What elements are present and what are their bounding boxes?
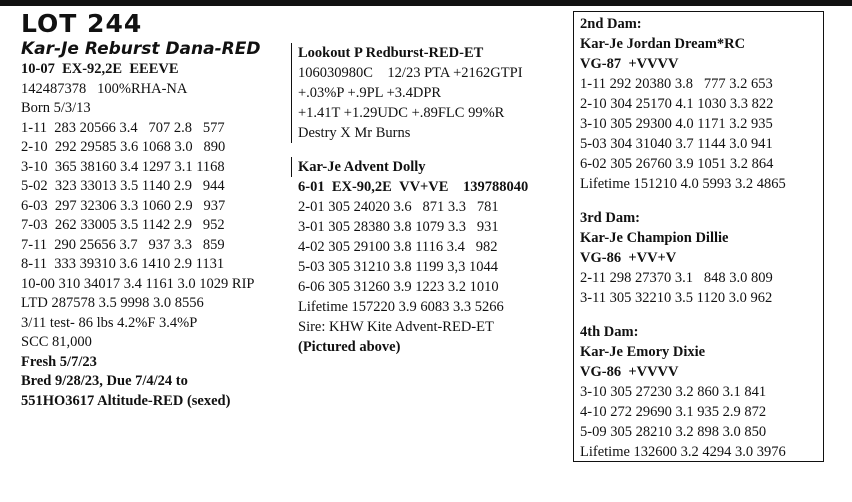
ancestor-classification: VG-86 +VV+V xyxy=(580,250,677,266)
record-row: 3-11 305 32210 3.5 1120 3.0 962 xyxy=(580,290,773,306)
sire-dam-column xyxy=(291,43,566,357)
record-row: 1-11 283 20566 3.4 707 2.8 577 xyxy=(21,119,225,136)
top-rule xyxy=(0,0,852,6)
record-row: 6-06 305 31260 3.9 1223 3.2 1010 xyxy=(298,279,499,295)
record-row: 3-10 305 29300 4.0 1171 3.2 935 xyxy=(580,116,773,132)
record-row: 6-03 297 32306 3.3 1060 2.9 937 xyxy=(21,197,226,214)
cow-registration: 142487378 100%RHA-NA xyxy=(21,80,188,97)
lifetime-row: Lifetime 132600 3.2 4294 3.0 3976 xyxy=(580,444,786,460)
dam-pictured-note: (Pictured above) xyxy=(298,339,401,355)
dam-sire: Sire: KHW Kite Advent-RED-ET xyxy=(298,319,494,335)
cow-ltd: LTD 287578 3.5 9998 3.0 8556 xyxy=(21,295,204,311)
dam-classification: 6-01 EX-90,2E VV+VE 139788040 xyxy=(298,179,529,195)
cow-records xyxy=(21,119,291,295)
fourth-dam-section xyxy=(580,322,823,462)
record-row: 3-01 305 28380 3.8 1079 3.3 931 xyxy=(298,219,499,235)
second-dam-section xyxy=(580,14,823,194)
dam-name: Kar-Je Advent Dolly xyxy=(298,159,426,175)
dam-block xyxy=(291,157,566,177)
record-row: 7-11 290 25656 3.7 937 3.3 859 xyxy=(21,236,225,253)
section-heading: 2nd Dam: xyxy=(580,16,642,32)
record-row: 2-01 305 24020 3.6 871 3.3 781 xyxy=(298,199,499,215)
ancestor-name: Kar-Je Jordan Dream*RC xyxy=(580,36,746,52)
dam-lifetime: Lifetime 157220 3.9 6083 3.3 5266 xyxy=(298,299,504,315)
third-dam-section xyxy=(580,208,823,308)
record-row: 1-11 292 20380 3.8 777 3.2 653 xyxy=(580,76,773,92)
cow-fresh: Fresh 5/7/23 xyxy=(21,353,97,370)
record-row: 6-02 305 26760 3.9 1051 3.2 864 xyxy=(580,156,774,172)
record-row: 5-03 305 31210 3.8 1199 3,3 1044 xyxy=(298,259,499,275)
section-heading: 3rd Dam: xyxy=(580,210,641,226)
cow-born: Born 5/3/13 xyxy=(21,100,91,116)
record-row: 4-02 305 29100 3.8 1116 3.4 982 xyxy=(298,239,498,255)
lifetime-row: Lifetime 151210 4.0 5993 3.2 4865 xyxy=(580,176,786,192)
sire-line: +.03%P +.9PL +3.4DPR xyxy=(298,85,442,101)
cow-name: Kar-Je Reburst Dana-RED xyxy=(21,39,261,59)
sire-line: 106030980C 12/23 PTA +2162GTPI xyxy=(298,65,523,81)
sire-name: Lookout P Redburst-RED-ET xyxy=(298,45,484,61)
ancestor-name: Kar-Je Emory Dixie xyxy=(580,344,706,360)
cow-test: 3/11 test- 86 lbs 4.2%F 3.4%P xyxy=(21,314,198,331)
dam-details xyxy=(291,177,566,357)
sire-line: Destry X Mr Burns xyxy=(298,125,411,141)
record-row: 3-10 365 38160 3.4 1297 3.1 1168 xyxy=(21,158,225,175)
sire-line: +1.41T +1.29UDC +.89FLC 99%R xyxy=(298,105,505,121)
record-row: 5-02 323 33013 3.5 1140 2.9 944 xyxy=(21,178,225,194)
cow-scc: SCC 81,000 xyxy=(21,334,92,350)
record-row: 2-10 304 25170 4.1 1030 3.3 822 xyxy=(580,96,774,112)
ancestry-box xyxy=(573,11,824,462)
record-row: 10-00 310 34017 3.4 1161 3.0 1029 RIP xyxy=(21,275,255,292)
record-row: 3-10 305 27230 3.2 860 3.1 841 xyxy=(580,384,767,400)
section-heading: 4th Dam: xyxy=(580,324,639,340)
record-row: 7-03 262 33005 3.5 1142 2.9 952 xyxy=(21,217,225,233)
ancestor-name: Kar-Je Champion Dillie xyxy=(580,230,729,246)
record-row: 4-10 272 29690 3.1 935 2.9 872 xyxy=(580,404,767,420)
cow-column xyxy=(21,10,291,411)
record-row: 2-11 298 27370 3.1 848 3.0 809 xyxy=(580,270,773,286)
record-row: 8-11 333 39310 3.6 1410 2.9 1131 xyxy=(21,256,225,272)
lot-title: LOT 244 xyxy=(21,9,143,38)
record-row: 5-09 305 28210 3.2 898 3.0 850 xyxy=(580,424,767,440)
cow-bred-sire: 551HO3617 Altitude-RED (sexed) xyxy=(21,392,231,409)
record-row: 5-03 304 31040 3.7 1144 3.0 941 xyxy=(580,136,773,152)
sire-block xyxy=(291,43,566,143)
ancestor-classification: VG-87 +VVVV xyxy=(580,56,679,72)
record-row: 2-10 292 29585 3.6 1068 3.0 890 xyxy=(21,139,226,155)
cow-bred: Bred 9/28/23, Due 7/4/24 to xyxy=(21,373,188,389)
cow-classification: 10-07 EX-92,2E EEEVE xyxy=(21,61,179,77)
ancestor-classification: VG-86 +VVVV xyxy=(580,364,679,380)
